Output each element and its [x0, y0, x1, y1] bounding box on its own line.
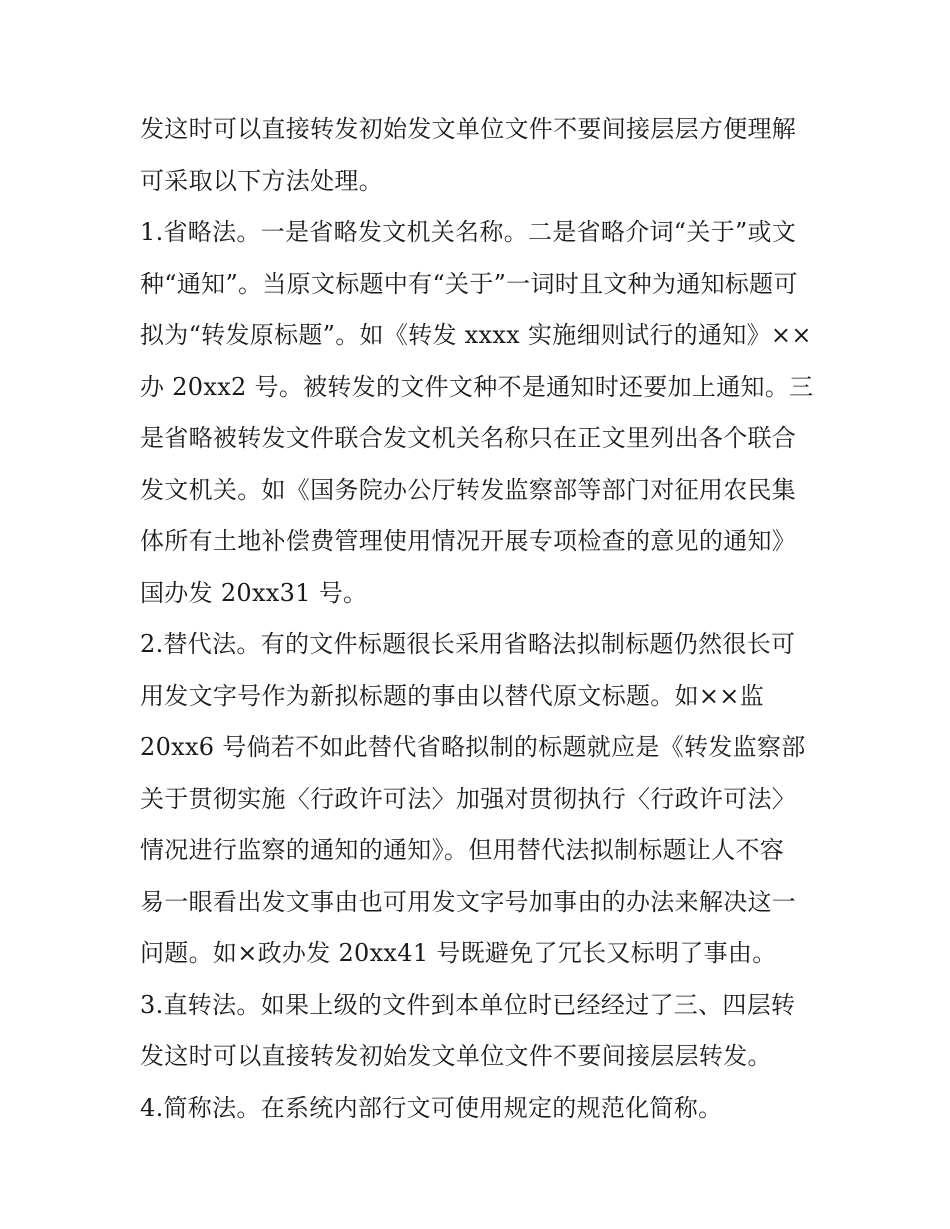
body-text [140, 104, 820, 1134]
text-line: 体所有土地补偿费管理使用情况开展专项检查的意见的通知》 [140, 527, 797, 555]
text-line: 发这时可以直接转发初始发文单位文件不要间接层层转发。 [140, 1042, 772, 1070]
text-line: 易一眼看出发文事由也可用发文字号加事由的办法来解决这一 [140, 887, 797, 916]
text-line: 发这时可以直接转发初始发文单位文件不要间接层层方便理解 [140, 115, 797, 143]
text-line: 20xx6 号倘若不如此替代省略拟制的标题就应是《转发监察部 [140, 733, 806, 761]
text-line: 发文机关。如《国务院办公厅转发监察部等部门对征用农民集 [140, 475, 797, 504]
text-line: 问题。如×政办发 20xx41 号既避免了冗长又标明了事由。 [140, 939, 777, 967]
text-line: 用发文字号作为新拟标题的事由以替代原文标题。如××监 [140, 681, 765, 710]
text-line: 国办发 20xx31 号。 [140, 578, 368, 607]
text-line: 情况进行监察的通知的通知》。但用替代法拟制标题让人不容 [140, 836, 785, 864]
text-line: 种“通知”。当原文标题中有“关于”一词时且文种为通知标题可 [140, 269, 798, 298]
text-line: 1.省略法。一是省略发文机关名称。二是省略介词“关于”或文 [140, 218, 797, 246]
text-line: 办 20xx2 号。被转发的文件文种不是通知时还要加上通知。三 [140, 372, 814, 401]
text-line: 4.简称法。在系统内部行文可使用规定的规范化简称。 [140, 1093, 723, 1122]
text-line: 3.直转法。如果上级的文件到本单位时已经经过了三、四层转 [140, 990, 796, 1019]
text-line: 2.替代法。有的文件标题很长采用省略法拟制标题仍然很长可 [140, 630, 796, 658]
text-line: 是省略被转发文件联合发文机关名称只在正文里列出各个联合 [140, 424, 797, 452]
text-line: 可采取以下方法处理。 [140, 166, 383, 195]
text-line: 拟为“转发原标题”。如《转发 xxxx 实施细则试行的通知》×× [140, 321, 812, 349]
text-line: 关于贯彻实施〈行政许可法〉加强对贯彻执行〈行政许可法〉 [140, 784, 797, 813]
